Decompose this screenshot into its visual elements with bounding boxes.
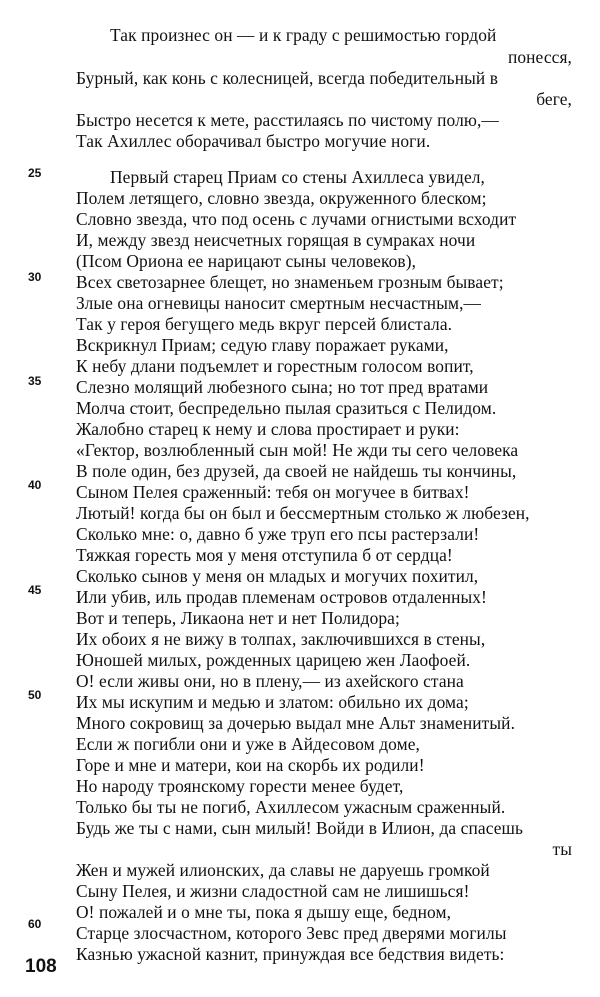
verse-line: Бурный, как конь с колесницей, всегда победительный в <box>76 68 499 88</box>
verse-line: И, между звезд неисчетных горящая в сумраках ночи <box>76 230 476 250</box>
page-number: 108 <box>25 956 57 977</box>
verse-line: Или убив, иль продав племенам островов отдаленных! <box>76 587 487 607</box>
verse-line: Так Ахиллес оборачивал быстро могучие ноги. <box>76 131 431 151</box>
verse-line: О! пожалей и о мне ты, пока я дышу еще, бедном, <box>76 902 452 922</box>
verse-line: Слезно молящий любезного сына; но тот пред вратами <box>76 377 489 397</box>
verse-line: Их обоих я не вижу в толпах, заключившихся в стены, <box>76 629 486 649</box>
verse-line: Сыну Пелея, и жизни сладостной сам не лишишься! <box>76 881 470 901</box>
verse-line-continuation: понесся, <box>507 47 572 67</box>
verse-line: (Псом Ориона ее нарицают сыны человеков), <box>76 251 417 271</box>
line-number: 40 <box>28 478 42 492</box>
verse-line: Тяжкая горесть моя у меня отступила б от сердца! <box>76 545 453 565</box>
verse-line: Так у героя бегущего медь вкруг персей блистала. <box>76 314 453 334</box>
verse-line: Быстро несется к мете, расстилаясь по чистому полю,— <box>76 110 499 130</box>
verse-line: Будь же ты с нами, сын милый! Войди в Илион, да спасешь <box>76 818 524 838</box>
verse-line: Молча стоит, беспредельно пылая сразиться с Пелидом. <box>76 398 497 418</box>
verse-line: О! если живы они, но в плену,— из ахейского стана <box>76 671 464 691</box>
verse-line: Много сокровищ за дочерью выдал мне Альт знаменитый. <box>76 713 516 733</box>
verse-line: Злые она огневицы наносит смертным несчастным,— <box>76 293 482 313</box>
verse-line: Их мы искупим и медью и златом: обильно их дома; <box>76 692 469 712</box>
verse-line-continuation: беге, <box>536 89 572 109</box>
verse-line: Казнью ужасной казнит, принуждая все бедствия видеть: <box>76 944 505 964</box>
verse-line: Жен и мужей илионских, да славы не даруешь громкой <box>76 860 490 880</box>
verse-line: Всех светозарнее блещет, но знаменьем грозным бывает; <box>76 272 504 292</box>
line-number: 60 <box>28 917 42 931</box>
verse-line: Сколько мне: о, давно б уже труп его псы растерзали! <box>76 524 480 544</box>
verse-line: Сыном Пелея сраженный: тебя он могучее в битвах! <box>76 482 470 502</box>
verse-line: Горе и мне и матери, кои на скорбь их родили! <box>76 755 425 775</box>
verse-line: Если ж погибли они и уже в Айдесовом доме, <box>76 734 420 754</box>
verse-line: Вот и теперь, Ликаона нет и нет Полидора; <box>76 608 400 628</box>
verse-line: Старце злосчастном, которого Зевс пред дверями могилы <box>76 923 507 943</box>
verse-line: «Гектор, возлюбленный сын мой! Не жди ты сего человека <box>76 440 519 460</box>
line-number: 45 <box>28 583 42 597</box>
verse-line: Но народу троянскому горести менее будет, <box>76 776 404 796</box>
verse-line: Юношей милых, рожденных царицею жен Лаофоей. <box>76 650 471 670</box>
verse-line: Так произнес он — и к граду с решимостью гордой <box>110 25 497 45</box>
verse-line: Первый старец Приам со стены Ахиллеса увидел, <box>110 167 485 187</box>
verse-line: Лютый! когда бы он был и бессмертным столько ж любезен, <box>76 503 530 523</box>
line-number: 50 <box>28 688 42 702</box>
verse-line: В поле один, без друзей, да своей не найдешь ты кончины, <box>76 461 517 481</box>
verse-line: К небу длани подъемлет и горестным голосом вопит, <box>76 356 474 376</box>
verse-line: Вскрикнул Приам; седую главу поражает руками, <box>76 335 449 355</box>
line-number: 35 <box>28 374 42 388</box>
verse-line: Сколько сынов у меня он младых и могучих похитил, <box>76 566 479 586</box>
verse-line: Словно звезда, что под осень с лучами огнистыми всходит <box>76 209 517 229</box>
verse-line: Жалобно старец к нему и слова простирает и руки: <box>76 419 460 439</box>
verse-line: Полем летящего, словно звезда, окруженного блеском; <box>76 188 487 208</box>
line-number: 30 <box>28 270 42 284</box>
verse-line-continuation: ты <box>552 839 572 859</box>
verse-line: Только бы ты не погиб, Ахиллесом ужасным сраженный. <box>76 797 506 817</box>
line-number: 25 <box>28 166 42 180</box>
